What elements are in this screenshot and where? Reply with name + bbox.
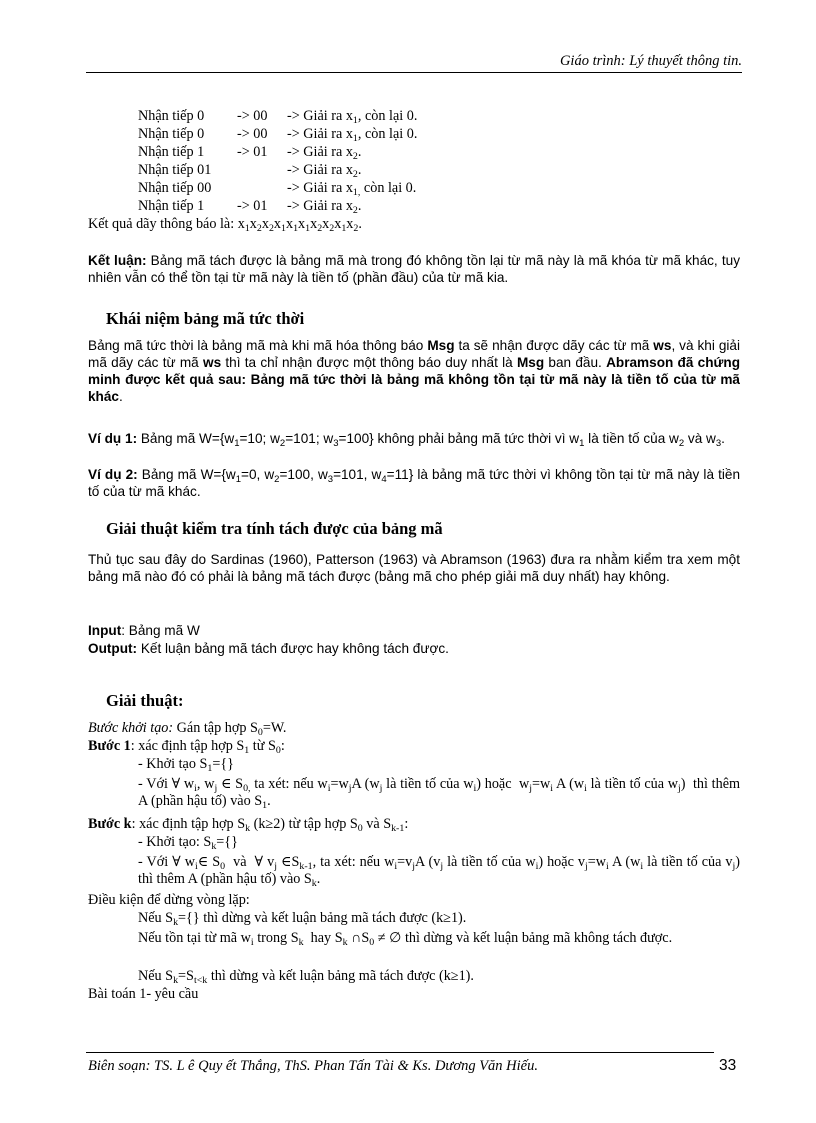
decode-step-row (138, 162, 498, 180)
conclusion-paragraph: Kết luận: Bảng mã tách được là bảng mã mà trong đó không tồn lại từ mã này là mã khóa từ mã khác, tuy nhiên vẫn có thể tồn tại từ mã này là tiền tố (phần đầu) của từ mã kia. (88, 253, 740, 285)
stop-condition-3: Nếu $S_k=S_{t<k}$ thì dừng và kết luận bảng mã tách được (k≥1). (138, 968, 474, 986)
step-decode: -> Giải ra $x_1$, còn lại 0. (287, 108, 418, 126)
step-1-init: - Khởi tạo $S_1=\{\}$ (138, 756, 234, 774)
input-line: Input: Bảng mã W (88, 623, 200, 638)
instant-code-paragraph: Bảng mã tức thời là bảng mã mà khi mã hóa thông báo Msg ta sẽ nhận được dãy các từ mã ws, và khi giải mã dãy các từ mã ws thì ta chỉ nhận được một thông báo duy nhất là Msg ban đầu. Abramson đã chứng minh được kết quả sau: Bảng mã tức thời là bảng mã không tồn tại từ mã này là tiền tố của từ mã khác. (88, 338, 740, 404)
step-receive: Nhận tiếp 01 (138, 162, 212, 178)
decode-step-row (138, 108, 498, 126)
result-line: Kết quả dãy thông báo là: $x_1x_2x_2x_1x_1x_1x_2x_2x_1x_2$. (88, 216, 362, 234)
section-heading-algorithm: Giải thuật: (106, 691, 184, 710)
step-decode: -> Giải ra $x_1$, còn lại 0. (287, 126, 418, 144)
step-receive: Nhận tiếp 1 (138, 144, 205, 160)
stop-conditions-title: Điều kiện để dừng vòng lặp: (88, 892, 250, 908)
section-heading-algorithm-check: Giải thuật kiểm tra tính tách được của bảng mã (106, 519, 443, 538)
problem-line: Bài toán 1- yêu cầu (88, 986, 199, 1002)
step-k-rule: - Với ∀ $w_i\in$ $S_0$ và ∀ $v_j$ $\in S_{k-1}$, ta xét: nếu $w_i=v_jA$ ($v_j$ là tiền tố của $w_i$) hoặc $v_j=w_i$ A ($w_i$ là tiền tố của $v_j$) thì thêm A (phần hậu tố) vào $S_k$. (138, 854, 741, 889)
step-receive: Nhận tiếp 0 (138, 126, 205, 142)
decode-steps (138, 108, 498, 216)
stop-condition-2: Nếu tồn tại từ mã $w_i$ trong $S_k$ hay $S_k$ $\cap S_0$ ≠ ∅ thì dừng và kết luận bảng mã không tách được. (138, 930, 673, 948)
output-line: Output: Kết luận bảng mã tách được hay không tách được. (88, 641, 449, 656)
example-2: Ví dụ 2: Bảng mã $W=\{w_1=0$, $w_2=100$, $w_3=101$, $w_4=11$} là bảng mã tức thời vì không tồn tại từ mã này là tiền tố của từ mã khác. (88, 467, 741, 499)
step-receive: Nhận tiếp 00 (138, 180, 212, 196)
step-receive: Nhận tiếp 1 (138, 198, 205, 214)
page-number: 33 (719, 1057, 737, 1074)
decode-step-row (138, 198, 498, 216)
step-1-title: Bước 1: xác định tập hợp $S_1$ từ $S_0$: (88, 738, 285, 756)
step-1-rule: - Với ∀ $w_i$, $w_j$ ∈ $S_{0,}$ ta xét: nếu $w_i=w_jA$ ($w_j$ là tiền tố của $w_i$) hoặc $w_j=w_i$ A ($w_i$ là tiền tố của $w_j$) thì thêm A (phần hậu tố) vào $S_1$. (138, 776, 741, 811)
init-step: Bước khởi tạo: Gán tập hợp $S_0=W$. (88, 720, 287, 738)
footer-authors: Biên soạn: TS. L ê Quy ết Thắng, ThS. Phan Tấn Tài & Ks. Dương Văn Hiếu. (88, 1058, 538, 1074)
decode-step-row (138, 126, 498, 144)
step-decode: -> Giải ra $x_2$. (287, 144, 362, 162)
step-k-title: Bước k: xác định tập hợp $S_k$ (k≥2) từ tập hợp $S_0$ và $S_{k-1}$: (88, 816, 409, 834)
footer-rule (86, 1052, 714, 1053)
step-decode: -> Giải ra $x_{1,}$ còn lại 0. (287, 180, 417, 198)
step-code: -> 00 (237, 108, 268, 124)
decode-step-row (138, 144, 498, 162)
step-code: -> 01 (237, 144, 268, 160)
step-decode: -> Giải ra $x_2$. (287, 198, 362, 216)
algorithm-intro-paragraph: Thủ tục sau đây do Sardinas (1960), Patterson (1963) và Abramson (1963) đưa ra nhằm kiểm tra xem một bảng mã nào đó có phải là bảng mã tách được (bảng mã cho phép giải mã duy nhất) hay không. (88, 552, 740, 584)
step-k-init: - Khởi tạo: $S_k=\{\}$ (138, 834, 238, 852)
step-code: -> 00 (237, 126, 268, 142)
page-header-title: Giáo trình: Lý thuyết thông tin. (559, 53, 742, 69)
decode-step-row (138, 180, 498, 198)
stop-condition-1: Nếu $S_k=\{\}$ thì dừng và kết luận bảng mã tách được (k≥1). (138, 910, 467, 928)
example-1: Ví dụ 1: Bảng mã $W=\{w_1=10$; $w_2=101$; $w_3=100$} không phải bảng mã tức thời vì $w_1$ là tiền tố của $w_2$ và $w_3$. (88, 431, 725, 449)
step-receive: Nhận tiếp 0 (138, 108, 205, 124)
section-heading-instant-code: Khái niệm bảng mã tức thời (106, 309, 305, 328)
step-decode: -> Giải ra $x_2$. (287, 162, 362, 180)
step-code: -> 01 (237, 198, 268, 214)
header-rule (86, 72, 742, 73)
